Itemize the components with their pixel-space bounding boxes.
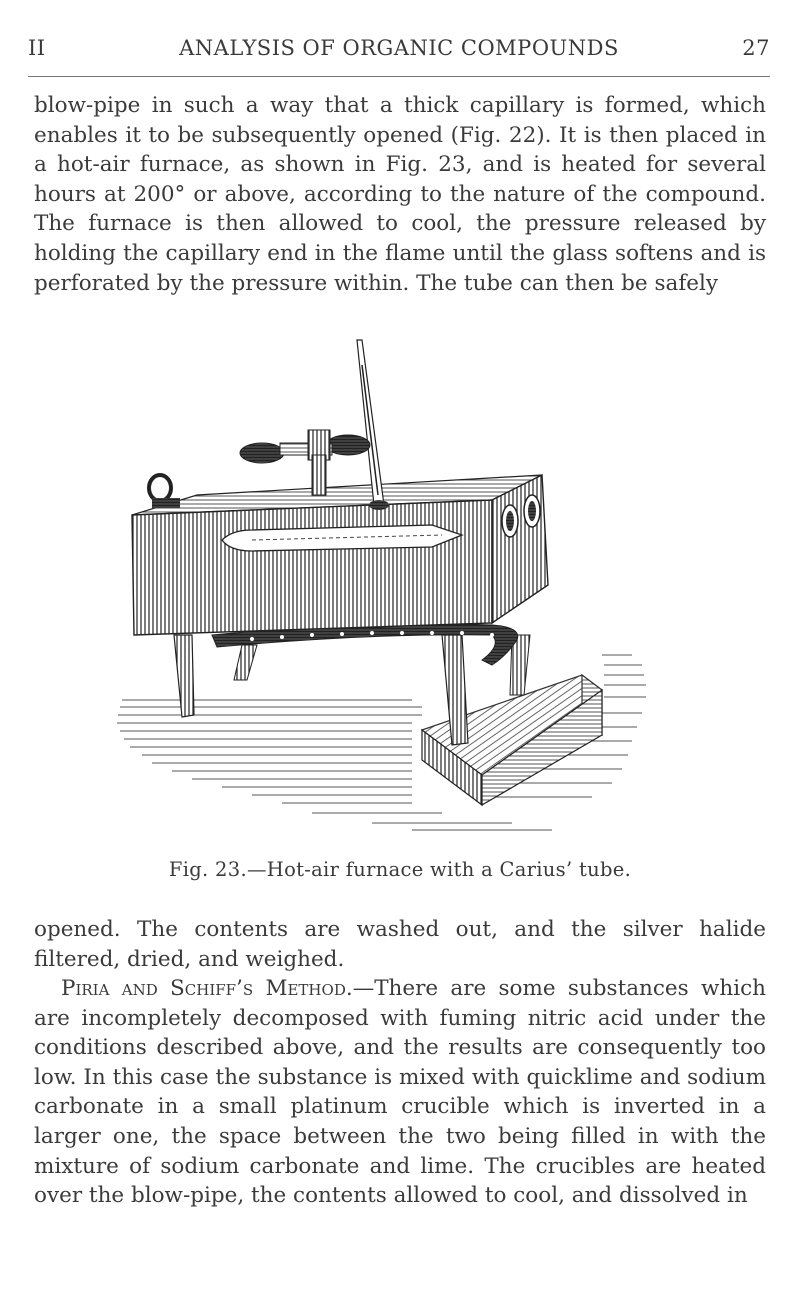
furnace-illustration	[112, 335, 648, 845]
ring-handle	[149, 475, 180, 508]
figure-caption: Fig. 23.—Hot-air furnace with a Carius’ tube.	[168, 858, 632, 881]
running-title: ANALYSIS OF ORGANIC COMPOUNDS	[179, 36, 619, 60]
paragraph-piria-schiff	[34, 974, 766, 1211]
page-number: 27	[742, 36, 770, 60]
paragraph-body: —There are some substances which are incompletely decomposed with fuming nitric acid under the conditions described above, and the results are consequently too low. In this case the substance is mixed with quicklime and sodium carbonate in a small platinum crucible which is inverted in a larger one, the space between the two being filled in with the mixture of sodium carbonate and lime. The crucibles are heated over the blow-pipe, the contents allowed to cool, and dissolved in	[34, 976, 767, 1209]
paragraph-continued: blow-pipe in such a way that a thick capillary is formed, which enables it to be subsequently opened (Fig. 22). It is then placed in a hot-air furnace, as shown in Fig. 23, and is heated for several hours at 200° or above, according to the nature of the compound. The furnace is then allowed to cool, the pressure released by holding the capillary end in the flame until the glass softens and is perforated by the pressure within. The tube can then be safely	[34, 93, 766, 296]
chapter-number: II	[28, 36, 46, 60]
screw-clamp	[240, 430, 370, 495]
section-heading: Piria and Schiff’s Method.	[61, 976, 353, 1001]
running-header	[28, 36, 770, 77]
furnace-body	[132, 475, 548, 635]
paragraph: opened. The contents are washed out, and the silver halide filtered, dried, and weighed.	[34, 917, 766, 972]
